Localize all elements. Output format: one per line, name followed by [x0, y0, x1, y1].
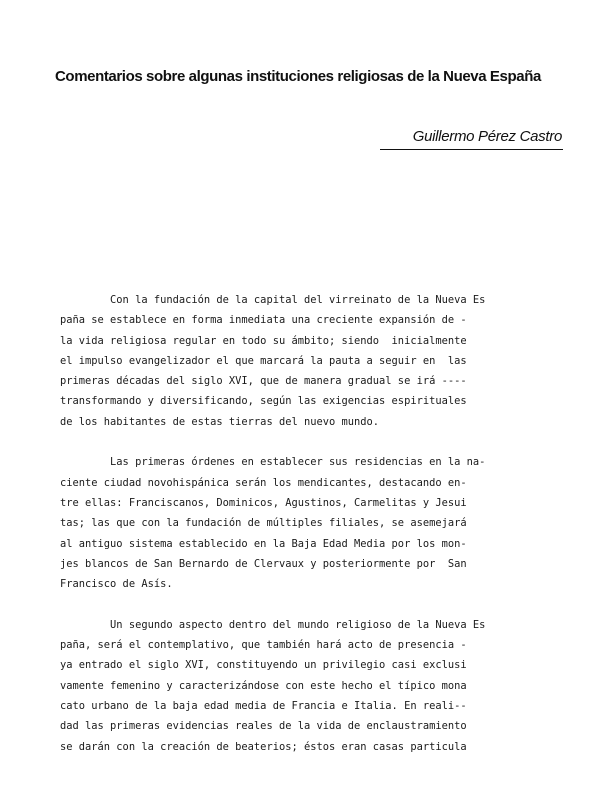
text-line: Francisco de Asís.	[60, 578, 173, 591]
document-title: Comentarios sobre algunas instituciones religiosas de la Nueva España	[55, 68, 541, 85]
text-line: ya entrado el siglo XVI, constituyendo un privilegio casi exclusi	[60, 659, 467, 672]
text-line: vamente femenino y caracterizándose con este hecho el típico mona	[60, 679, 467, 692]
author-underline	[380, 149, 563, 150]
text-line: ciente ciudad novohispánica serán los mendicantes, destacando en-	[60, 476, 467, 489]
text-line: Las primeras órdenes en establecer sus residencias en la na-	[60, 456, 486, 469]
text-line: transformando y diversificando, según las exigencias espirituales	[60, 395, 467, 408]
author-name: Guillermo Pérez Castro	[412, 128, 562, 145]
text-line: jes blancos de San Bernardo de Clervaux y posteriormente por San	[60, 557, 467, 570]
text-line: paña, será el contemplativo, que también hará acto de presencia -	[60, 639, 467, 652]
paragraph-2	[60, 452, 562, 594]
body-text	[60, 290, 562, 777]
text-line: se darán con la creación de beaterios; éstos eran casas particula	[60, 740, 467, 753]
text-line: primeras décadas del siglo XVI, que de manera gradual se irá ----	[60, 375, 467, 388]
text-line: el impulso evangelizador el que marcará la pauta a seguir en las	[60, 354, 467, 367]
text-line: dad las primeras evidencias reales de la vida de enclaustramiento	[60, 720, 467, 733]
text-line: paña se establece en forma inmediata una creciente expansión de -	[60, 314, 467, 327]
paragraph-1	[60, 290, 562, 432]
text-line: Un segundo aspecto dentro del mundo religioso de la Nueva Es	[60, 618, 486, 631]
text-line: cato urbano de la baja edad media de Francia e Italia. En reali--	[60, 699, 467, 712]
text-line: tre ellas: Franciscanos, Dominicos, Agustinos, Carmelitas y Jesui	[60, 496, 467, 509]
text-line: de los habitantes de estas tierras del nuevo mundo.	[60, 415, 380, 428]
text-line: al antiguo sistema establecido en la Baja Edad Media por los mon-	[60, 537, 467, 550]
text-line: Con la fundación de la capital del virreinato de la Nueva Es	[60, 294, 486, 306]
paragraph-3	[60, 615, 562, 757]
text-line: tas; las que con la fundación de múltiples filiales, se asemejará	[60, 517, 467, 530]
text-line: la vida religiosa regular en todo su ámbito; siendo inicialmente	[60, 334, 467, 347]
